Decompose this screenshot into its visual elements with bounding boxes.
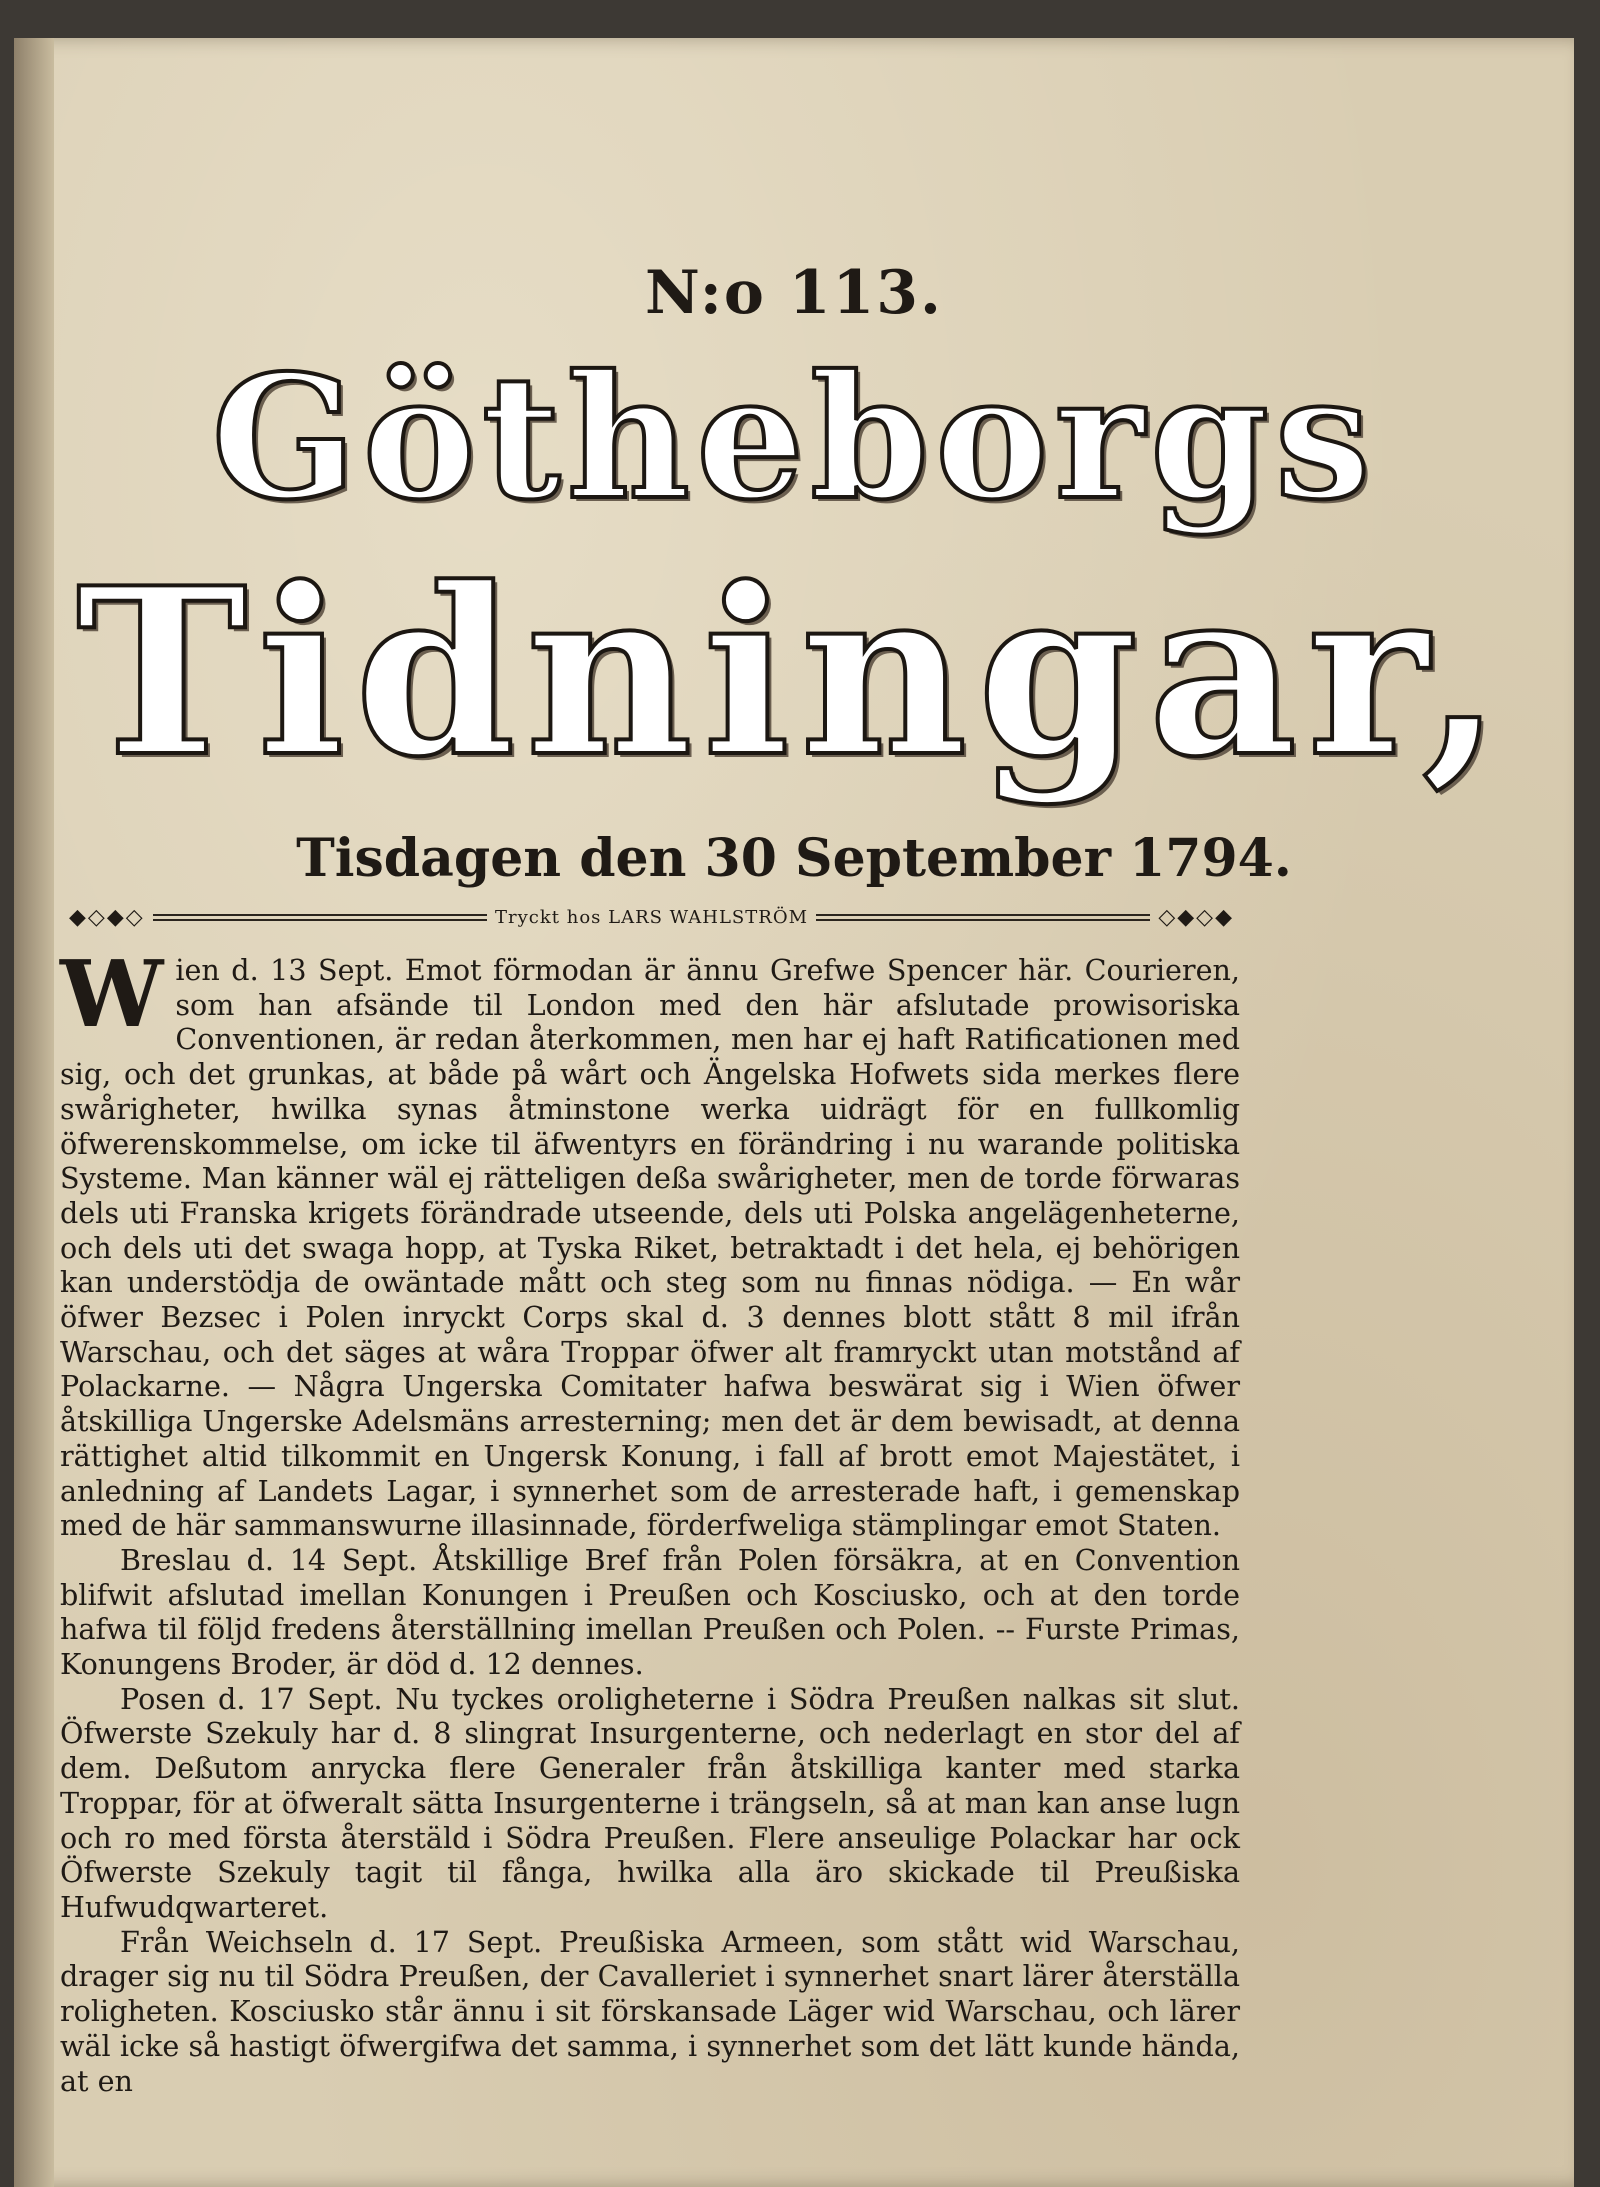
masthead-title-line-2: Tidningar, [76, 538, 1512, 808]
drop-cap: W [60, 940, 164, 1048]
article-breslau: Breslau d. 14 Sept. Åtskillige Bref från Polen försäkra, at en Convention blifwit afslutad imellan Konungen i Preußen och Kosciusko, och at den torde hafwa til följd fredens återställning imellan Preußen och Polen. -- Furste Primas, Konungens Broder, är död d. 12 dennes. [60, 1542, 1240, 1682]
article-weichseln: Från Weichseln d. 17 Sept. Preußiska Armeen, som stått wid Warschau, drager sig nu til Södra Preußen, der Cavalleriet i synnerhet snart lärer återställa roligheten. Kosciusko står ännu i sit förskansade Läger wid Warschau, och lärer wäl icke så hastigt öfwergifwa det samma, i synnerhet som det lätt kunde hända, at en [60, 1924, 1240, 2098]
article-wien [60, 940, 1240, 1543]
printer-rule [69, 900, 1234, 934]
ornament-line [816, 914, 1150, 921]
newspaper-page [14, 38, 1574, 2187]
masthead-title-line-1: Götheborgs [211, 338, 1377, 538]
issue-date: Tisdagen den 30 September 1794. [296, 828, 1292, 889]
issue-number: N:o 113. [645, 258, 943, 328]
ornament-line [153, 914, 487, 921]
article-posen: Posen d. 17 Sept. Nu tyckes oroligheterne i Södra Preußen nalkas sit slut. Öfwerste Szekuly har d. 8 slingrat Insurgenterne, och nederlagt en stor del af dem. Deßutom anrycka flere Generaler från åtskilliga kanter med starka Troppar, för at öfweralt sätta Insurgenterne i trängseln, så at man kan anse lugn och ro med första återstäld i Södra Preußen. Flere anseulige Polackar har ock Öfwerste Szekuly tagit til fånga, hwilka alla äro skickade til Preußiska Hufwudqwarteret. [60, 1681, 1240, 1924]
diamond-ornament-icon: ◆◇◆◇ [69, 904, 145, 930]
article-text: ien d. 13 Sept. Emot förmodan är ännu Grefwe Spencer här. Courieren, som han afsände til London med den här afslutade prowisoriska Conventionen, är redan återkommen, men har ej haft Ratificationen med sig, och det grunkas, at både på wårt och Ängelska Hofwets sida merkes flere swårigheter, hwilka synas åtminstone werka uidrägt för en fullkomlig öfwerenskommelse, om icke til äfwentyrs en förändring i nu warande politiska Systeme. Man känner wäl ej rätteligen deßa swårigheter, men de torde förwaras dels uti Franska krigets förändrade utseende, dels uti Polska angelägenheterne, och dels uti det swaga hopp, at Tyska Riket, betraktadt i det hela, ej behörigen kan understödja de owäntade mått och steg som nu finnas nödiga. — En wår öfwer Bezsec i Polen inryckt Corps skal d. 3 dennes blott stått 8 mil ifrån Warschau, och det säges at wåra Troppar öfwer alt framryckt utan motstånd af Polackarne. — Några Ungerska Comitater hafwa beswärat sig i Wien öfwer åtskilliga Ungerske Adelsmäns arresterning; men det är dem bewisadt, at denna rättighet altid tilkommit en Ungersk Konung, i fall af brott emot Majestätet, i anledning af Landets Lagar, i synnerhet som de arresterade haft, i gemenskap med de här sammanswurne illasinnade, förderfweliga stämplingar emot Staten. [60, 953, 1240, 1543]
article-body [60, 940, 1240, 2098]
printer-credit: Tryckt hos LARS WAHLSTRÖM [495, 906, 808, 928]
diamond-ornament-icon: ◇◆◇◆ [1158, 904, 1234, 930]
